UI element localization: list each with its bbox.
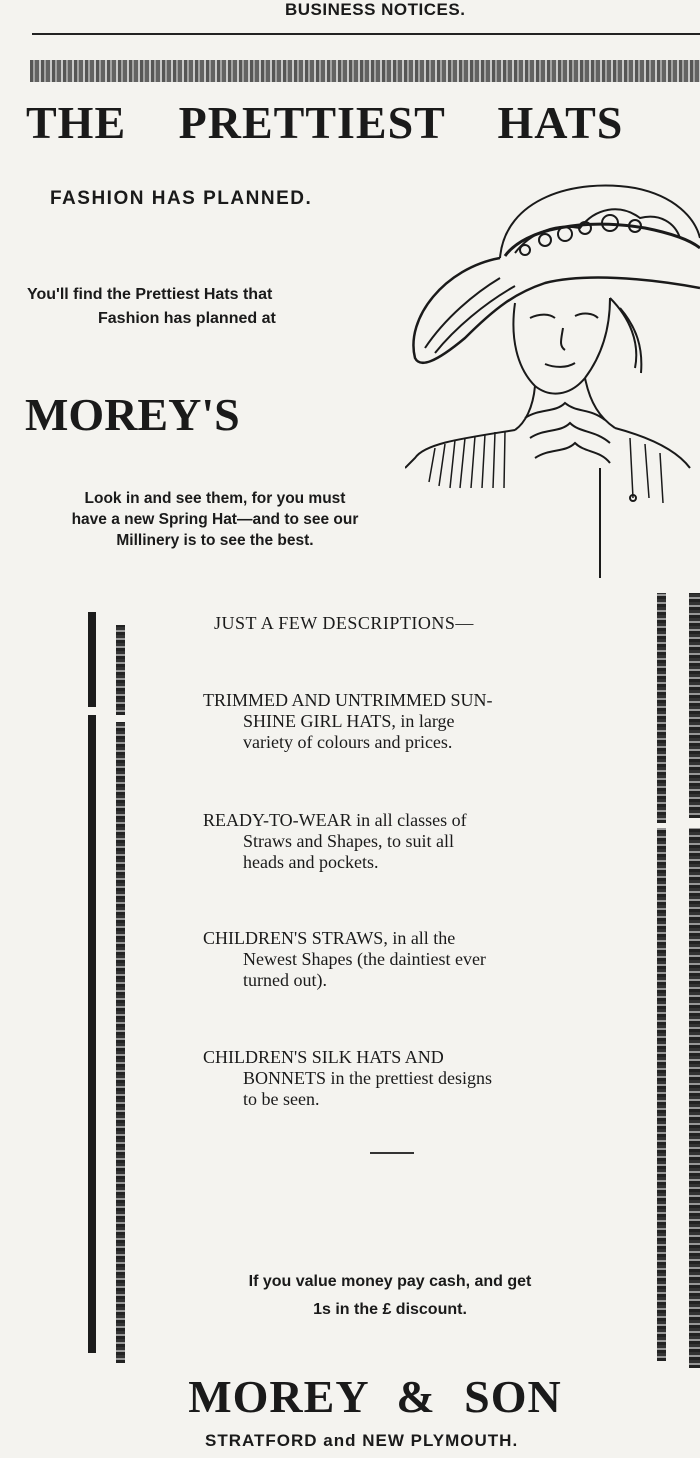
invitation-line-3: Millinery is to see the best. — [116, 532, 314, 549]
vertical-rule-right-a — [657, 593, 666, 823]
vertical-rule-right-d — [689, 828, 700, 1368]
descriptions-heading: JUST A FEW DESCRIPTIONS— — [214, 613, 474, 633]
ad-subhead: FASHION HAS PLANNED. — [50, 188, 313, 209]
cash-discount-note — [195, 1268, 585, 1324]
description-line: SHINE GIRL HATS, in large — [243, 711, 455, 731]
description-item — [203, 928, 583, 991]
description-line: Newest Shapes (the daintiest ever — [243, 949, 486, 969]
firm-name: MOREY & SON — [188, 1371, 562, 1422]
vertical-rule-right-b — [657, 828, 666, 1361]
description-item — [203, 810, 583, 873]
description-first-line: READY-TO-WEAR in all classes of — [203, 810, 467, 830]
intro-line-1: You'll find the Prettiest Hats that — [27, 286, 273, 303]
description-line: BONNETS in the prettiest designs — [243, 1068, 492, 1088]
description-line: variety of colours and prices. — [243, 732, 453, 752]
decorative-band — [30, 60, 700, 82]
store-locations: STRATFORD and NEW PLYMOUTH. — [205, 1431, 519, 1450]
intro-line-2: Fashion has planned at — [98, 310, 276, 327]
description-first-line: TRIMMED AND UNTRIMMED SUN- — [203, 690, 493, 710]
description-first-line: CHILDREN'S STRAWS, in all the — [203, 928, 456, 948]
description-line: heads and pockets. — [243, 852, 379, 872]
description-line: to be seen. — [243, 1089, 320, 1109]
invitation-text — [20, 488, 410, 551]
vertical-rule-left-a — [88, 612, 96, 707]
vertical-rule-left-b — [88, 715, 96, 1353]
description-line: Straws and Shapes, to suit all — [243, 831, 454, 851]
description-item — [203, 690, 583, 753]
description-first-line: CHILDREN'S SILK HATS AND — [203, 1047, 444, 1067]
store-name: MOREY'S — [25, 389, 240, 440]
vertical-rule-right-c — [689, 593, 700, 818]
separator-dash — [370, 1152, 414, 1154]
heading-rule — [32, 33, 700, 35]
cash-line-2: 1s in the £ discount. — [313, 1301, 467, 1318]
description-item — [203, 1047, 583, 1110]
section-heading: BUSINESS NOTICES. — [285, 0, 466, 19]
description-line: turned out). — [243, 970, 327, 990]
ad-headline: THE PRETTIEST HATS — [26, 97, 624, 148]
invitation-line-1: Look in and see them, for you must — [84, 490, 346, 507]
woman-in-hat-illustration — [405, 168, 700, 580]
cash-line-1: If you value money pay cash, and get — [248, 1273, 532, 1290]
invitation-line-2: have a new Spring Hat—and to see our — [71, 511, 359, 528]
vertical-rule-left-d — [116, 722, 125, 1363]
vertical-rule-left-c — [116, 625, 125, 715]
